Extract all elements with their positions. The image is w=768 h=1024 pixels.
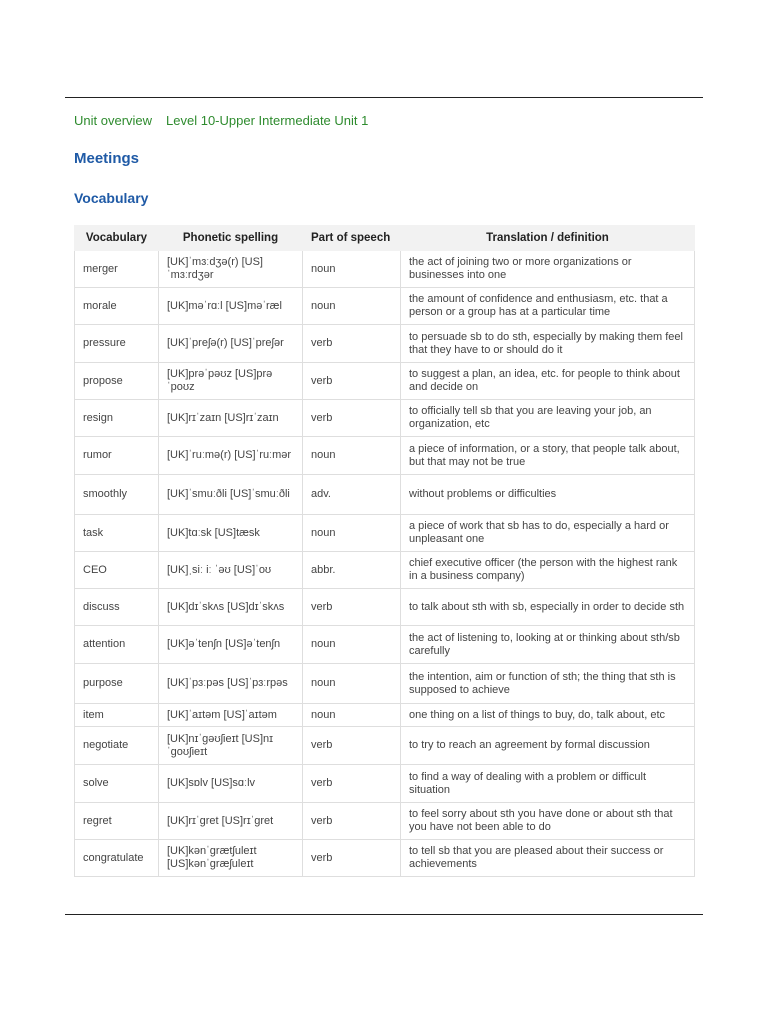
table-row [75, 288, 695, 325]
table-row [75, 727, 695, 765]
vocab-word-cell: CEO [75, 552, 159, 589]
column-header-vocabulary: Vocabulary [75, 226, 159, 251]
table-body [75, 251, 695, 877]
phonetic-cell: [UK]kənˈgrætʃuleɪt [US]kənˈgræʃuleɪt [159, 840, 303, 877]
definition-cell: one thing on a list of things to buy, do, talk about, etc [401, 704, 695, 727]
part-of-speech-cell: verb [303, 803, 401, 840]
definition-cell: to officially tell sb that you are leaving your job, an organization, etc [401, 400, 695, 437]
part-of-speech-cell: adv. [303, 475, 401, 515]
table-row [75, 589, 695, 626]
vocab-word-cell: merger [75, 251, 159, 288]
phonetic-cell: [UK]tɑːsk [US]tæsk [159, 515, 303, 552]
definition-cell: the intention, aim or function of sth; the thing that sth is supposed to achieve [401, 664, 695, 704]
part-of-speech-cell: verb [303, 325, 401, 363]
phonetic-cell: [UK]nɪˈgəʊʃieɪt [US]nɪˈgoʊʃieɪt [159, 727, 303, 765]
definition-cell: the act of listening to, looking at or thinking about sth/sb carefully [401, 626, 695, 664]
vocabulary-table [74, 225, 695, 877]
table-row [75, 400, 695, 437]
page-title: Meetings [74, 150, 140, 167]
definition-cell: to suggest a plan, an idea, etc. for people to think about and decide on [401, 363, 695, 400]
part-of-speech-cell: noun [303, 704, 401, 727]
table-row [75, 704, 695, 727]
part-of-speech-cell: noun [303, 664, 401, 704]
vocab-word-cell: morale [75, 288, 159, 325]
vocab-word-cell: purpose [75, 664, 159, 704]
part-of-speech-cell: noun [303, 626, 401, 664]
table-row [75, 363, 695, 400]
table-row [75, 840, 695, 877]
column-header-part-of-speech: Part of speech [303, 226, 401, 251]
vocab-word-cell: task [75, 515, 159, 552]
table-header-row [75, 226, 695, 251]
phonetic-cell: [UK]rɪˈzaɪn [US]rɪˈzaɪn [159, 400, 303, 437]
vocab-word-cell: solve [75, 765, 159, 803]
vocab-word-cell: congratulate [75, 840, 159, 877]
phonetic-cell: [UK]məˈrɑːl [US]məˈræl [159, 288, 303, 325]
vocab-word-cell: pressure [75, 325, 159, 363]
vocab-word-cell: attention [75, 626, 159, 664]
breadcrumb [74, 113, 368, 128]
phonetic-cell: [UK]əˈtenʃn [US]əˈtenʃn [159, 626, 303, 664]
phonetic-cell: [UK]sɒlv [US]sɑːlv [159, 765, 303, 803]
top-divider [65, 97, 703, 98]
section-title: Vocabulary [74, 190, 149, 206]
phonetic-cell: [UK]rɪˈgret [US]rɪˈgret [159, 803, 303, 840]
vocab-word-cell: regret [75, 803, 159, 840]
table-row [75, 552, 695, 589]
part-of-speech-cell: noun [303, 251, 401, 288]
definition-cell: the act of joining two or more organizations or businesses into one [401, 251, 695, 288]
part-of-speech-cell: verb [303, 727, 401, 765]
table-row [75, 475, 695, 515]
definition-cell: the amount of confidence and enthusiasm, etc. that a person or a group has at a particular time [401, 288, 695, 325]
part-of-speech-cell: verb [303, 765, 401, 803]
part-of-speech-cell: noun [303, 288, 401, 325]
definition-cell: to tell sb that you are pleased about their success or achievements [401, 840, 695, 877]
breadcrumb-level-unit[interactable]: Level 10-Upper Intermediate Unit 1 [166, 113, 369, 128]
part-of-speech-cell: abbr. [303, 552, 401, 589]
definition-cell: to persuade sb to do sth, especially by making them feel that they have to or should do it [401, 325, 695, 363]
part-of-speech-cell: verb [303, 363, 401, 400]
table-row [75, 325, 695, 363]
vocab-word-cell: smoothly [75, 475, 159, 515]
phonetic-cell: [UK]ˈaɪtəm [US]ˈaɪtəm [159, 704, 303, 727]
vocab-word-cell: item [75, 704, 159, 727]
table-row [75, 803, 695, 840]
part-of-speech-cell: verb [303, 400, 401, 437]
part-of-speech-cell: verb [303, 589, 401, 626]
column-header-definition: Translation / definition [401, 226, 695, 251]
phonetic-cell: [UK]ˈpreʃə(r) [US]ˈpreʃər [159, 325, 303, 363]
table-row [75, 626, 695, 664]
table-row [75, 251, 695, 288]
phonetic-cell: [UK]ˌsiː iː ˈəʊ [US]ˈoʊ [159, 552, 303, 589]
phonetic-cell: [UK]ˈpɜːpəs [US]ˈpɜːrpəs [159, 664, 303, 704]
definition-cell: to feel sorry about sth you have done or about sth that you have not been able to do [401, 803, 695, 840]
table-row [75, 664, 695, 704]
part-of-speech-cell: noun [303, 515, 401, 552]
phonetic-cell: [UK]ˈsmuːðli [US]ˈsmuːðli [159, 475, 303, 515]
definition-cell: to talk about sth with sb, especially in order to decide sth [401, 589, 695, 626]
definition-cell: to try to reach an agreement by formal discussion [401, 727, 695, 765]
vocab-word-cell: negotiate [75, 727, 159, 765]
table-row [75, 515, 695, 552]
phonetic-cell: [UK]prəˈpəʊz [US]prəˈpoʊz [159, 363, 303, 400]
phonetic-cell: [UK]ˈmɜːdʒə(r) [US]ˈmɜːrdʒər [159, 251, 303, 288]
vocab-word-cell: propose [75, 363, 159, 400]
column-header-phonetic: Phonetic spelling [159, 226, 303, 251]
phonetic-cell: [UK]dɪˈskʌs [US]dɪˈskʌs [159, 589, 303, 626]
definition-cell: chief executive officer (the person with the highest rank in a business company) [401, 552, 695, 589]
breadcrumb-unit-overview[interactable]: Unit overview [74, 113, 153, 128]
table-row [75, 765, 695, 803]
definition-cell: to find a way of dealing with a problem or difficult situation [401, 765, 695, 803]
vocab-word-cell: resign [75, 400, 159, 437]
definition-cell: a piece of work that sb has to do, especially a hard or unpleasant one [401, 515, 695, 552]
phonetic-cell: [UK]ˈruːmə(r) [US]ˈruːmər [159, 437, 303, 475]
vocab-word-cell: rumor [75, 437, 159, 475]
part-of-speech-cell: verb [303, 840, 401, 877]
definition-cell: without problems or difficulties [401, 475, 695, 515]
bottom-divider [65, 914, 703, 915]
definition-cell: a piece of information, or a story, that people talk about, but that may not be true [401, 437, 695, 475]
part-of-speech-cell: noun [303, 437, 401, 475]
vocab-word-cell: discuss [75, 589, 159, 626]
table-row [75, 437, 695, 475]
